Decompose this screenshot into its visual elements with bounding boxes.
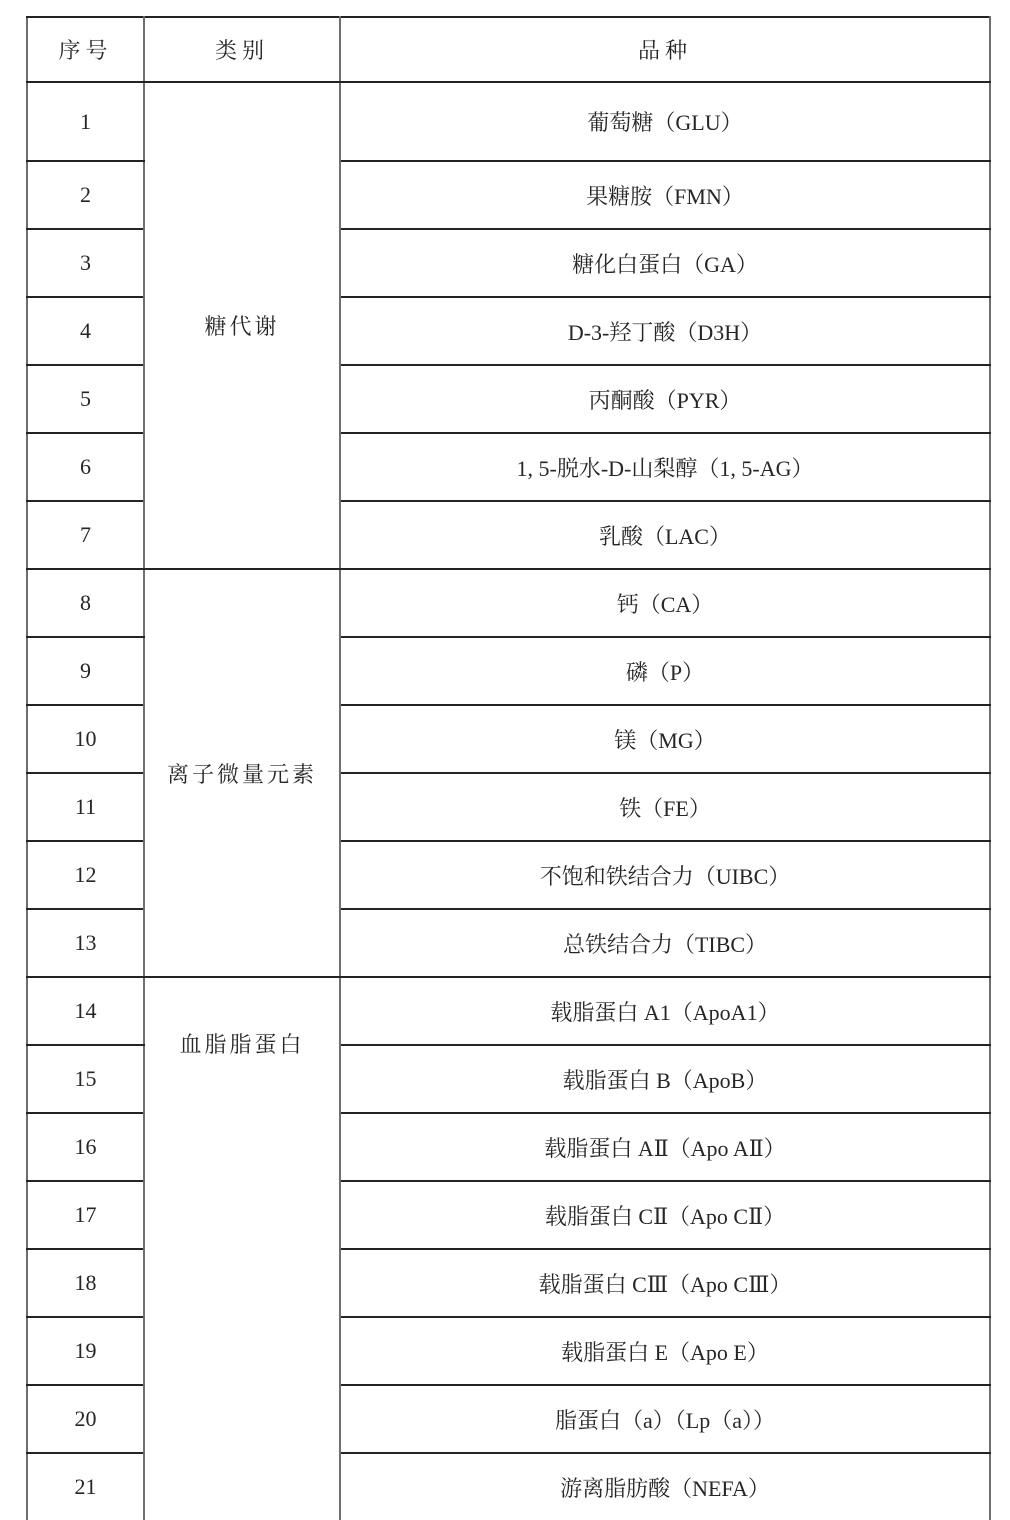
row-no: 21 [27,1453,144,1520]
row-no: 12 [27,841,144,909]
row-variety: 不饱和铁结合力（UIBC） [340,841,990,909]
row-variety: 载脂蛋白 CⅢ（Apo CⅢ） [340,1249,990,1317]
row-no: 19 [27,1317,144,1385]
row-no: 3 [27,229,144,297]
row-variety: 乳酸（LAC） [340,501,990,569]
row-variety: 钙（CA） [340,569,990,637]
row-no: 10 [27,705,144,773]
row-variety: 总铁结合力（TIBC） [340,909,990,977]
row-no: 4 [27,297,144,365]
row-no: 5 [27,365,144,433]
row-no: 11 [27,773,144,841]
row-variety: 果糖胺（FMN） [340,161,990,229]
table-row [27,569,990,637]
row-variety: 糖化白蛋白（GA） [340,229,990,297]
row-no: 15 [27,1045,144,1113]
header-category: 类别 [144,17,340,82]
row-variety: 1, 5-脱水-D-山梨醇（1, 5-AG） [340,433,990,501]
row-no: 18 [27,1249,144,1317]
row-no: 6 [27,433,144,501]
category-cell-blood-lipoprotein: 血脂脂蛋白 [144,977,340,1520]
row-no: 16 [27,1113,144,1181]
row-no: 2 [27,161,144,229]
row-variety: 载脂蛋白 B（ApoB） [340,1045,990,1113]
row-variety: 脂蛋白（a）（Lp（a）） [340,1385,990,1453]
header-no: 序号 [27,17,144,82]
row-variety: 丙酮酸（PYR） [340,365,990,433]
assay-items-table [26,16,991,1520]
category-cell-ion-trace-elements: 离子微量元素 [144,569,340,977]
header-row [27,17,990,82]
row-variety: 载脂蛋白 AⅡ（Apo AⅡ） [340,1113,990,1181]
row-no: 9 [27,637,144,705]
row-variety: D-3-羟丁酸（D3H） [340,297,990,365]
row-variety: 镁（MG） [340,705,990,773]
row-no: 1 [27,82,144,161]
row-variety: 葡萄糖（GLU） [340,82,990,161]
row-variety: 铁（FE） [340,773,990,841]
table-row [27,82,990,161]
row-no: 20 [27,1385,144,1453]
row-no: 14 [27,977,144,1045]
table-row [27,977,990,1045]
row-variety: 游离脂肪酸（NEFA） [340,1453,990,1520]
row-no: 7 [27,501,144,569]
row-no: 13 [27,909,144,977]
row-variety: 载脂蛋白 E（Apo E） [340,1317,990,1385]
row-variety: 载脂蛋白 A1（ApoA1） [340,977,990,1045]
row-variety: 磷（P） [340,637,990,705]
row-no: 17 [27,1181,144,1249]
category-cell-sugar-metabolism: 糖代谢 [144,82,340,569]
row-no: 8 [27,569,144,637]
header-variety: 品种 [340,17,990,82]
row-variety: 载脂蛋白 CⅡ（Apo CⅡ） [340,1181,990,1249]
